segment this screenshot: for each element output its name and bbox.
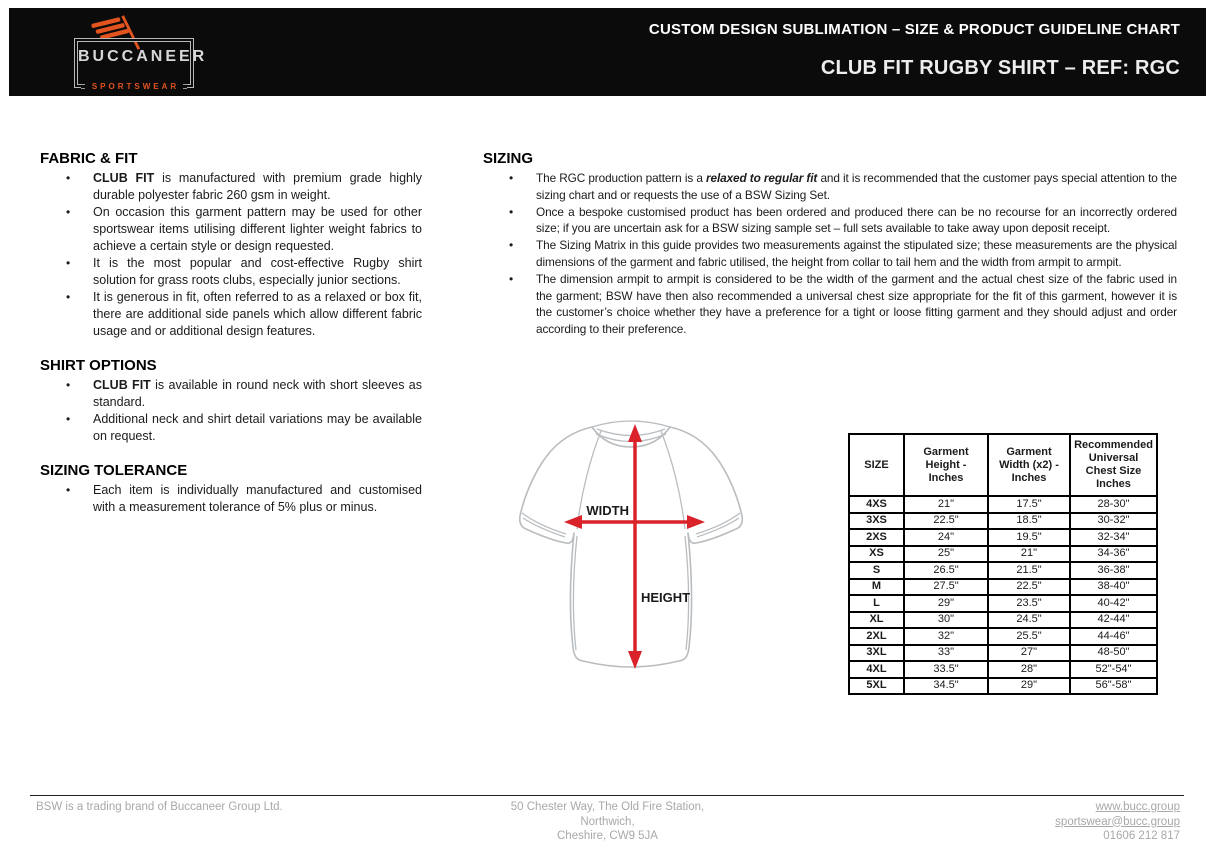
- text-segment: is manufactured with premium grade highly durable polyester fabric 260 gsm in weight.: [93, 171, 422, 202]
- logo-box: [74, 38, 208, 91]
- website-link[interactable]: www.bucc.group: [1095, 801, 1180, 813]
- table-cell: 22.5": [904, 513, 988, 530]
- width-label: WIDTH: [586, 503, 629, 518]
- table-cell: 4XL: [849, 661, 904, 678]
- table-cell: 27.5": [904, 579, 988, 596]
- footer-trading-note: BSW is a trading brand of Buccaneer Group Ltd.: [36, 801, 283, 813]
- brand-logo: [65, 8, 208, 96]
- section-heading: FABRIC & FIT: [40, 150, 138, 167]
- section-heading: SHIRT OPTIONS: [40, 357, 157, 374]
- shirt-outline: [520, 427, 743, 667]
- table-cell: 29": [988, 678, 1070, 695]
- table-cell: 40-42": [1070, 595, 1157, 612]
- brand-name: BUCCANEER: [78, 48, 208, 65]
- bullet-marker: •: [509, 171, 514, 185]
- table-cell: 30": [904, 612, 988, 629]
- footer-links: [1055, 800, 1180, 844]
- bullet-item: [483, 170, 1177, 204]
- table-cell: 48-50": [1070, 645, 1157, 662]
- bullet-item: [40, 255, 422, 289]
- address-line: 50 Chester Way, The Old Fire Station,: [510, 801, 705, 813]
- table-cell: 28": [988, 661, 1070, 678]
- table-row: [849, 562, 1157, 579]
- table-row: [849, 513, 1157, 530]
- content-section: [483, 150, 1177, 338]
- text-segment: CLUB FIT: [93, 171, 155, 185]
- text-segment: Additional neck and shirt detail variations may be available on request.: [93, 412, 422, 443]
- address-line: Cheshire, CW9 5JA: [557, 830, 658, 842]
- text-segment: The Sizing Matrix in this guide provides two measurements against the stipulated size; these measurements are the physical dimensions of the garment and fabric utilised, the height from collar to tail hem and the width from armpit to armpit.: [536, 238, 1177, 269]
- column-header: Garment Width (x2) - Inches: [988, 434, 1070, 496]
- table-cell: 34-36": [1070, 546, 1157, 563]
- table-cell: 28-30": [1070, 496, 1157, 513]
- bullet-item: [483, 237, 1177, 271]
- column-header: Recommended Universal Chest Size Inches: [1070, 434, 1157, 496]
- table-cell: 21": [988, 546, 1070, 563]
- bullet-marker: •: [66, 256, 71, 270]
- table-cell: 56"-58": [1070, 678, 1157, 695]
- text-segment: The dimension armpit to armpit is considered to be the width of the garment and the actual chest size of the fabric used in the garment; BSW have then also recommended a universal chest size appropriate for the fit of this garment, however it is the customer’s choice whether they have a preference for a tight or loose fitting garment and they should adjust and order according to their preference.: [536, 271, 1177, 337]
- table-row: [849, 529, 1157, 546]
- table-cell: 44-46": [1070, 628, 1157, 645]
- bullet-item: [40, 482, 422, 516]
- header-bar: [9, 8, 1206, 96]
- table-cell: 21.5": [988, 562, 1070, 579]
- brand-subtitle-row: [81, 81, 187, 92]
- bullet-marker: •: [509, 238, 514, 253]
- text-segment: It is generous in fit, often referred to as a relaxed or box fit, there are additional side panels which allow different fabric usage and or additional design features.: [93, 290, 422, 338]
- size-table-body: [849, 496, 1157, 694]
- size-table: [848, 433, 1158, 695]
- bullet-marker: •: [66, 483, 71, 497]
- table-row: [849, 546, 1157, 563]
- table-cell: 52"-54": [1070, 661, 1157, 678]
- table-cell: 29": [904, 595, 988, 612]
- bullet-marker: •: [509, 271, 514, 286]
- table-cell: L: [849, 595, 904, 612]
- content-section: [40, 462, 422, 516]
- content-section: [40, 150, 422, 340]
- table-cell: 19.5": [988, 529, 1070, 546]
- table-cell: 32": [904, 628, 988, 645]
- text-segment: Once a bespoke customised product has been ordered and produced there can be no recourse for an incorrectly ordered size; if you are uncertain ask for a BSW sizing sample set – full sets available to take away upon deposit receipt.: [536, 204, 1177, 236]
- text-segment: The RGC production pattern is a: [536, 171, 706, 185]
- brand-subtitle: SPORTSWEAR: [91, 82, 180, 91]
- text-segment: relaxed to regular fit: [706, 171, 818, 185]
- bullet-marker: •: [66, 205, 71, 219]
- table-cell: 42-44": [1070, 612, 1157, 629]
- table-cell: 26.5": [904, 562, 988, 579]
- table-cell: 22.5": [988, 579, 1070, 596]
- table-cell: 3XL: [849, 645, 904, 662]
- doc-subtitle: CLUB FIT RUGBY SHIRT – REF: RGC: [820, 57, 1180, 79]
- bullet-item: [483, 204, 1177, 238]
- text-segment: and it is recommended that the customer pays special attention to the sizing chart and or requests the use of a BSW Sizing Set.: [536, 171, 1178, 202]
- table-cell: M: [849, 579, 904, 596]
- bullet-item: [483, 271, 1177, 338]
- left-column-sections: [40, 150, 422, 516]
- bullet-item: [40, 411, 422, 445]
- column-header: Garment Height - Inches: [904, 434, 988, 496]
- table-cell: 25": [904, 546, 988, 563]
- table-cell: 5XL: [849, 678, 904, 695]
- table-cell: 2XS: [849, 529, 904, 546]
- table-cell: 24": [904, 529, 988, 546]
- address-line: Northwich,: [580, 815, 635, 828]
- logo-rule-right: [183, 84, 187, 89]
- table-cell: 33.5": [904, 661, 988, 678]
- bullet-item: [40, 377, 422, 411]
- email-link[interactable]: sportswear@bucc.group: [1055, 815, 1180, 828]
- bullet-list: [40, 170, 422, 340]
- table-cell: 36-38": [1070, 562, 1157, 579]
- bullet-list: [40, 482, 422, 516]
- table-cell: 4XS: [849, 496, 904, 513]
- bullet-list: [40, 377, 422, 445]
- text-segment: is available in round neck with short sleeves as standard.: [93, 378, 422, 409]
- table-cell: 27": [988, 645, 1070, 662]
- table-row: [849, 678, 1157, 695]
- table-cell: 30-32": [1070, 513, 1157, 530]
- table-cell: 21": [904, 496, 988, 513]
- footer-divider: [30, 795, 1184, 796]
- bullet-item: [40, 204, 422, 255]
- shirt-diagram: [506, 414, 756, 676]
- table-cell: 32-34": [1070, 529, 1157, 546]
- table-cell: S: [849, 562, 904, 579]
- table-row: [849, 661, 1157, 678]
- bullet-marker: •: [66, 412, 71, 426]
- bullet-marker: •: [66, 290, 71, 304]
- section-heading: SIZING TOLERANCE: [40, 462, 188, 479]
- table-row: [849, 595, 1157, 612]
- text-segment: CLUB FIT: [93, 378, 151, 392]
- table-cell: 34.5": [904, 678, 988, 695]
- bullet-marker: •: [509, 204, 514, 219]
- right-column-sections: [483, 150, 1177, 338]
- table-cell: 3XS: [849, 513, 904, 530]
- height-label: HEIGHT: [641, 590, 691, 605]
- table-row: [849, 579, 1157, 596]
- table-cell: XL: [849, 612, 904, 629]
- bullet-item: [40, 289, 422, 340]
- table-cell: 25.5": [988, 628, 1070, 645]
- table-cell: 38-40": [1070, 579, 1157, 596]
- text-segment: Each item is individually manufactured and customised with a measurement tolerance of 5% plus or minus.: [93, 483, 422, 514]
- table-cell: 17.5": [988, 496, 1070, 513]
- collar-top-line: [592, 421, 670, 427]
- table-cell: 23.5": [988, 595, 1070, 612]
- size-table-head-row: [849, 434, 1157, 496]
- text-segment: On occasion this garment pattern may be used for other sportswear items utilising different lighter weight fabrics to achieve a certain style or design requested.: [93, 205, 422, 253]
- section-heading: SIZING: [483, 150, 534, 167]
- table-cell: 18.5": [988, 513, 1070, 530]
- bullet-list: [483, 170, 1177, 338]
- table-cell: 33": [904, 645, 988, 662]
- bullet-item: [40, 170, 422, 204]
- table-row: [849, 645, 1157, 662]
- logo-rule-left: [81, 84, 85, 89]
- table-row: [849, 612, 1157, 629]
- bullet-marker: •: [66, 378, 71, 392]
- text-segment: It is the most popular and cost-effective Rugby shirt solution for grass roots clubs, especially junior sections.: [93, 256, 422, 287]
- table-row: [849, 496, 1157, 513]
- footer-address: [0, 800, 1215, 844]
- content-section: [40, 357, 422, 445]
- bullet-marker: •: [66, 171, 71, 185]
- phone-number: 01606 212 817: [1103, 830, 1180, 842]
- table-cell: 2XL: [849, 628, 904, 645]
- column-header: SIZE: [849, 434, 904, 496]
- doc-title: CUSTOM DESIGN SUBLIMATION – SIZE & PRODUCT GUIDELINE CHART: [648, 21, 1180, 38]
- table-cell: 24.5": [988, 612, 1070, 629]
- table-row: [849, 628, 1157, 645]
- table-cell: XS: [849, 546, 904, 563]
